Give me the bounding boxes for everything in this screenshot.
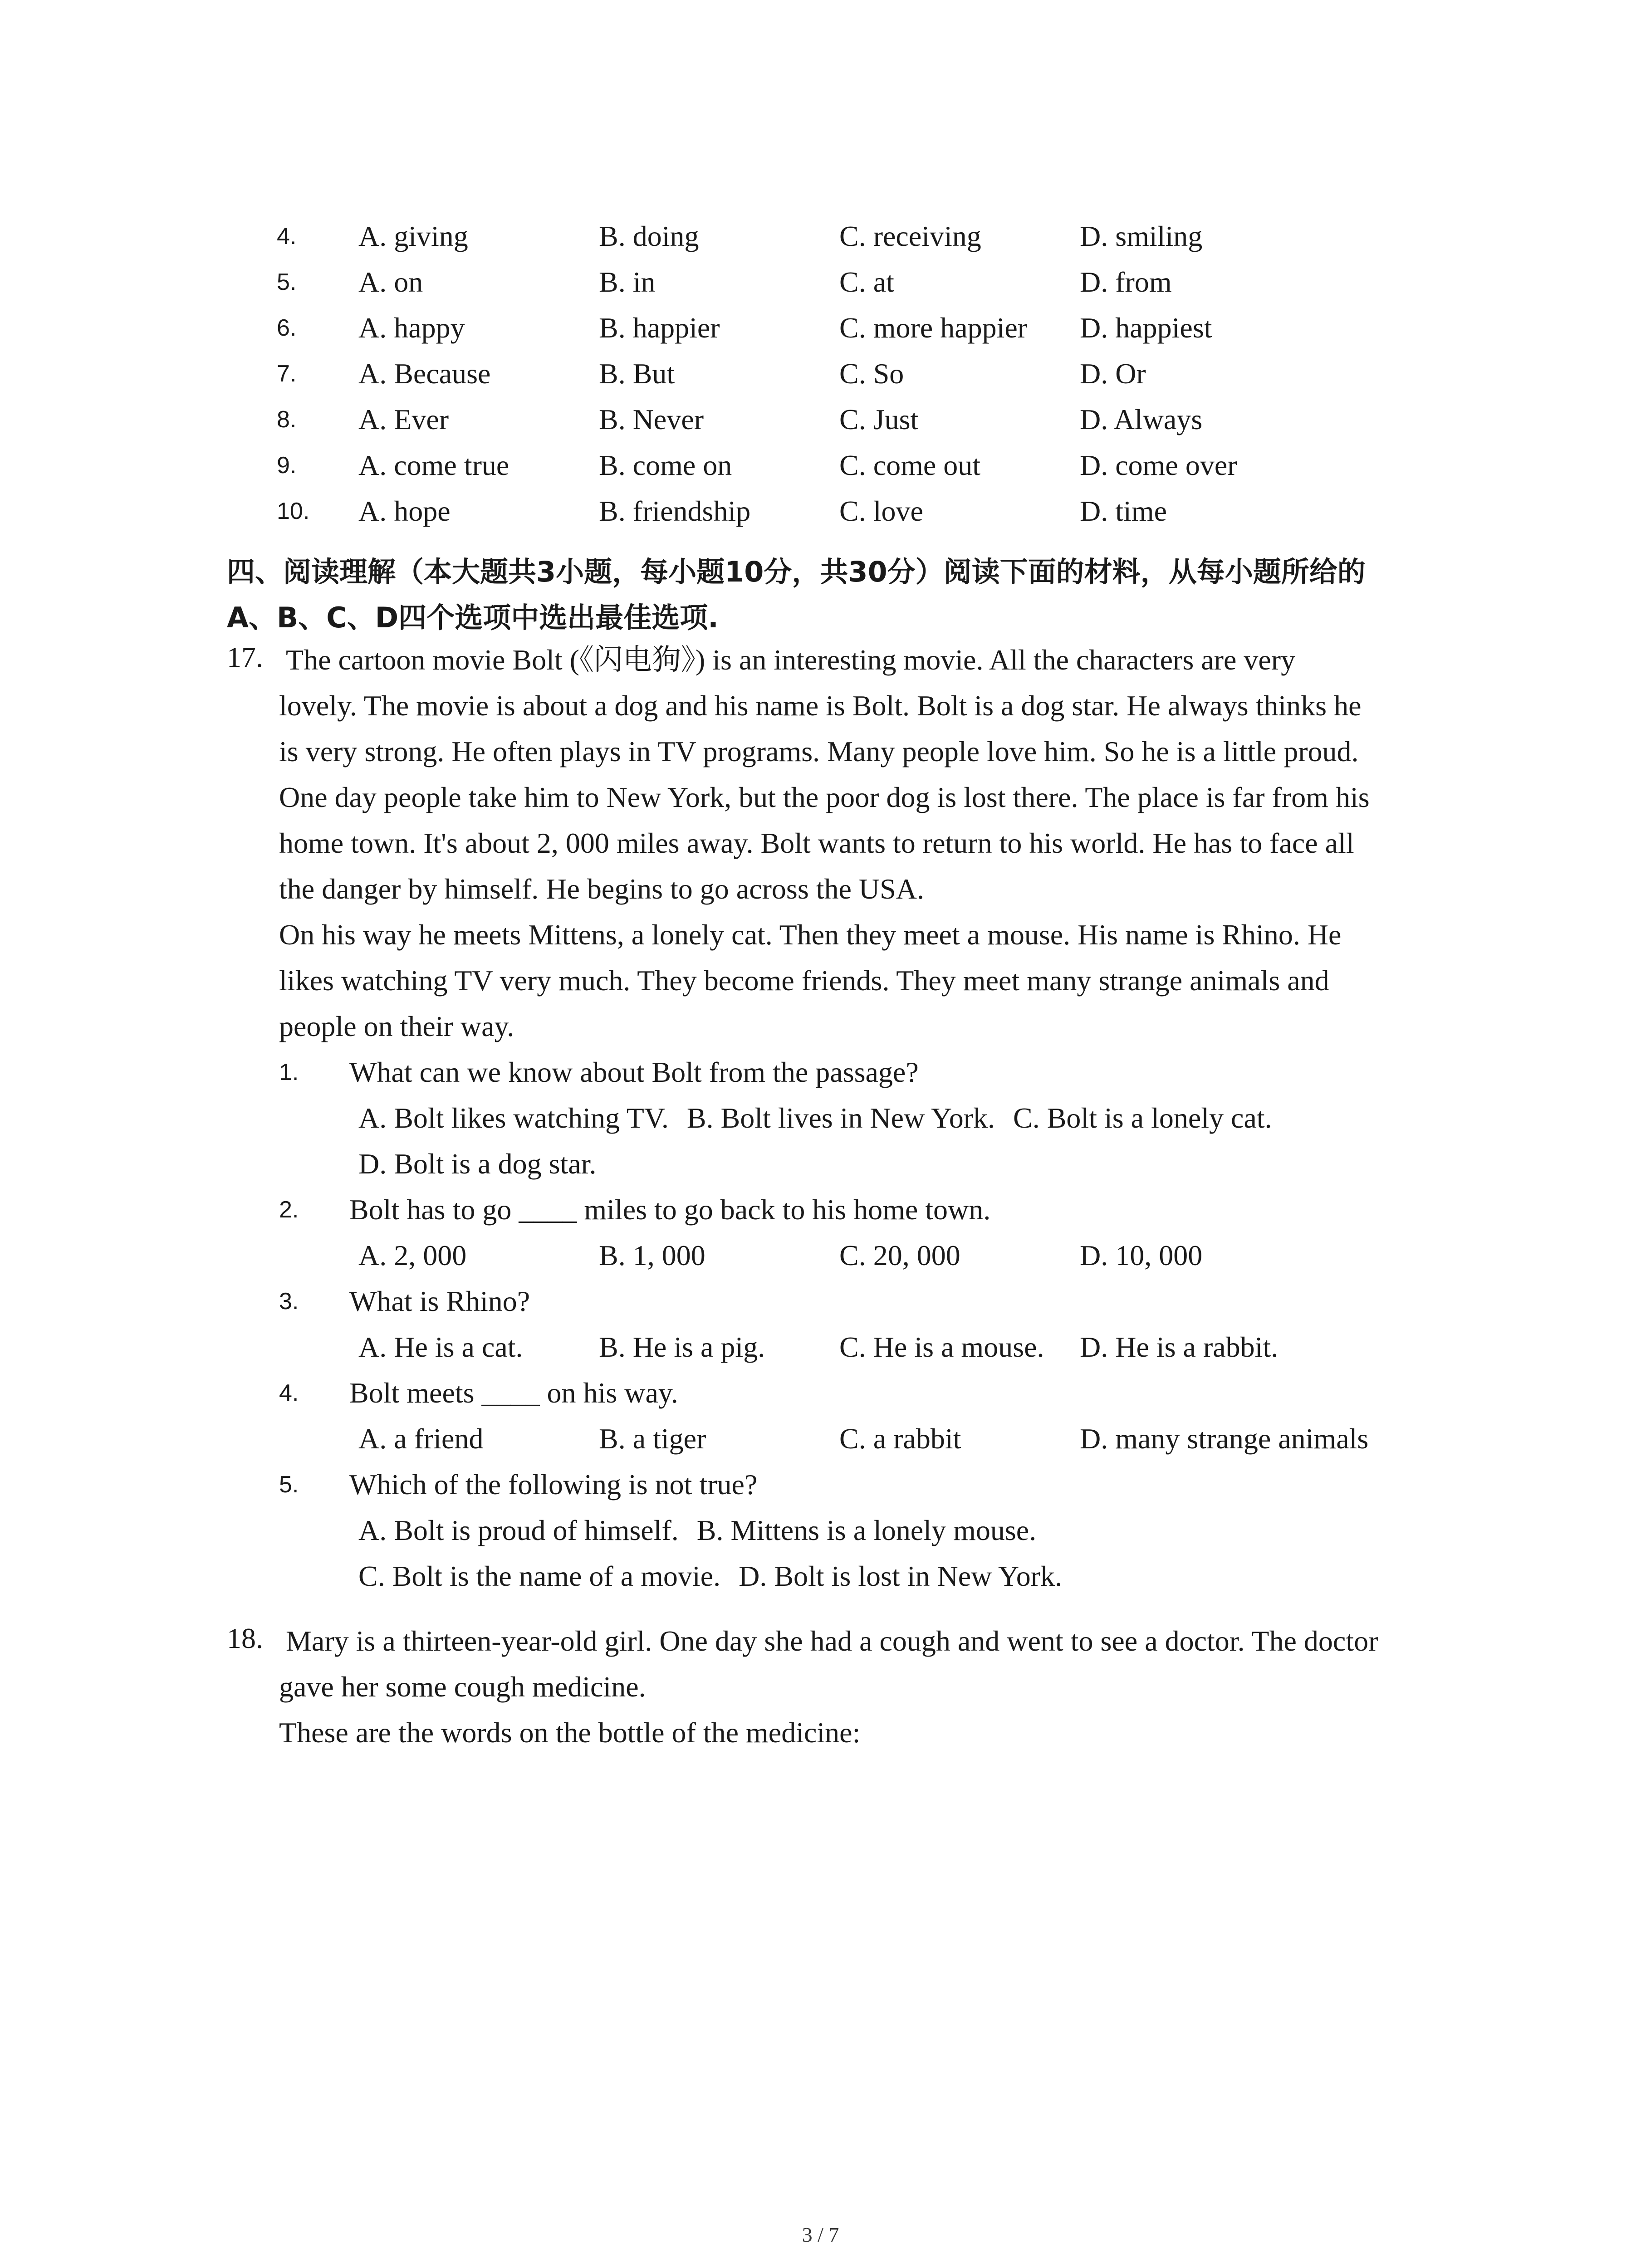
subquestion [279, 1461, 1459, 1507]
option-a: A. happy [358, 311, 465, 344]
option-d: D. happiest [1080, 311, 1212, 344]
option-b: B. But [599, 357, 675, 390]
passage-line: is very strong. He often plays in TV programs. Many people love him. So he is a little proud. [279, 735, 1359, 767]
option-b: B. a tiger [599, 1422, 706, 1455]
option-row [277, 396, 1502, 442]
option-a: A. hope [358, 494, 451, 527]
option-d: D. time [1080, 494, 1167, 527]
option-c: C. Just [839, 403, 919, 435]
option-a: A. 2, 000 [358, 1239, 467, 1271]
subquestion-number: 2. [279, 1196, 299, 1223]
passage-line: likes watching TV very much. They become friends. They meet many strange animals and [279, 964, 1329, 997]
option-d: D. Bolt is lost in New York. [739, 1559, 1063, 1592]
question-17-passage [279, 637, 1450, 1049]
passage-line: Mary is a thirteen-year-old girl. One day she had a cough and went to see a doctor. The doctor [286, 1625, 1378, 1657]
subquestion-number: 3. [279, 1288, 299, 1315]
option-b: B. friendship [599, 494, 751, 527]
option-row [277, 351, 1502, 396]
option-d: D. come over [1080, 449, 1237, 481]
question-number: 8. [277, 406, 297, 433]
option-b: B. happier [599, 311, 720, 344]
option-c: C. He is a mouse. [839, 1330, 1044, 1363]
option-c: C. at [839, 265, 894, 298]
passage-line: These are the words on the bottle of the medicine: [279, 1716, 861, 1749]
option-c: C. receiving [839, 220, 981, 252]
option-a: A. Bolt is proud of himself. [358, 1514, 679, 1546]
option-row [277, 259, 1502, 305]
option-row [277, 305, 1502, 351]
option-b: B. Bolt lives in New York. [686, 1101, 995, 1134]
question-number: 4. [277, 223, 297, 249]
question-number: 7. [277, 360, 297, 387]
subquestion [279, 1187, 1459, 1232]
subquestion-text: Bolt meets ____ on his way. [349, 1376, 678, 1409]
subquestion-text: Bolt has to go ____ miles to go back to his home town. [349, 1193, 991, 1226]
page-number: 3 / 7 [802, 2223, 839, 2246]
option-a: A. Bolt likes watching TV. [358, 1101, 669, 1134]
subquestion-text: What is Rhino? [349, 1285, 530, 1317]
option-line [279, 1095, 1459, 1141]
question-18-number: 18. [227, 1622, 263, 1654]
subquestion [279, 1370, 1459, 1416]
section-heading [227, 549, 1452, 640]
passage-line: On his way he meets Mittens, a lonely cat. Then they meet a mouse. His name is Rhino. He [279, 919, 1342, 951]
cloze-options-grid [277, 213, 1502, 534]
passage-line: people on their way. [279, 1010, 514, 1042]
subquestion-number: 1. [279, 1059, 299, 1085]
passage-line: the danger by himself. He begins to go across the USA. [279, 873, 924, 905]
subquestion [279, 1049, 1459, 1095]
option-a: A. giving [358, 220, 468, 252]
option-a: A. come true [358, 449, 509, 481]
option-a: A. Because [358, 357, 491, 390]
option-line [279, 1232, 1459, 1278]
question-number: 5. [277, 269, 297, 295]
subquestion-text: Which of the following is not true? [349, 1468, 758, 1501]
subquestion-text: What can we know about Bolt from the passage? [349, 1056, 919, 1088]
passage-line: home town. It's about 2, 000 miles away. Bolt wants to return to his world. He has to face all [279, 827, 1354, 859]
option-d: D. Or [1080, 357, 1146, 390]
option-a: A. on [358, 265, 423, 298]
option-b: B. come on [599, 449, 732, 481]
option-row [277, 213, 1502, 259]
section-heading-line: 四、阅读理解（本大题共3小题，每小题10分，共30分）阅读下面的材料，从每小题所给的 [227, 555, 1366, 588]
option-line [279, 1141, 1459, 1187]
passage-line: The cartoon movie Bolt (《闪电狗》) is an interesting movie. All the characters are very [286, 644, 1296, 676]
option-a: A. He is a cat. [358, 1330, 523, 1363]
option-a: A. a friend [358, 1422, 484, 1455]
passage-line: lovely. The movie is about a dog and his name is Bolt. Bolt is a dog star. He always thinks he [279, 689, 1362, 722]
option-d: D. 10, 000 [1080, 1239, 1203, 1271]
question-17-subquestions [279, 1049, 1459, 1599]
option-c: C. love [839, 494, 923, 527]
option-c: C. come out [839, 449, 981, 481]
option-d: D. from [1080, 265, 1172, 298]
question-number: 9. [277, 452, 297, 479]
option-c: C. a rabbit [839, 1422, 961, 1455]
section-heading-line: A、B、C、D四个选项中选出最佳选项. [227, 601, 719, 634]
subquestion-number: 4. [279, 1379, 299, 1406]
question-18-passage [279, 1618, 1450, 1755]
option-line [279, 1553, 1459, 1599]
option-d: D. Always [1080, 403, 1203, 435]
option-b: B. Never [599, 403, 704, 435]
option-d: D. Bolt is a dog star. [358, 1147, 597, 1180]
option-b: B. doing [599, 220, 699, 252]
option-line [279, 1324, 1459, 1370]
option-b: B. He is a pig. [599, 1330, 765, 1363]
option-row [277, 442, 1502, 488]
option-b: B. in [599, 265, 656, 298]
question-number: 6. [277, 314, 297, 341]
option-c: C. more happier [839, 311, 1028, 344]
subquestion [279, 1278, 1459, 1324]
passage-line: gave her some cough medicine. [279, 1671, 646, 1703]
option-d: D. He is a rabbit. [1080, 1330, 1279, 1363]
passage-line: One day people take him to New York, but the poor dog is lost there. The place is far from his [279, 781, 1370, 813]
option-d: D. many strange animals [1080, 1422, 1369, 1455]
option-line [279, 1416, 1459, 1461]
question-number: 10. [277, 498, 310, 524]
option-b: B. 1, 000 [599, 1239, 705, 1271]
subquestion-number: 5. [279, 1471, 299, 1498]
option-d: D. smiling [1080, 220, 1203, 252]
option-line [279, 1507, 1459, 1553]
option-c: C. Bolt is the name of a movie. [358, 1559, 721, 1592]
question-17-number: 17. [227, 641, 263, 673]
option-c: C. 20, 000 [839, 1239, 960, 1271]
option-row [277, 488, 1502, 534]
option-a: A. Ever [358, 403, 449, 435]
option-c: C. Bolt is a lonely cat. [1013, 1101, 1272, 1134]
option-c: C. So [839, 357, 904, 390]
option-b: B. Mittens is a lonely mouse. [696, 1514, 1037, 1546]
